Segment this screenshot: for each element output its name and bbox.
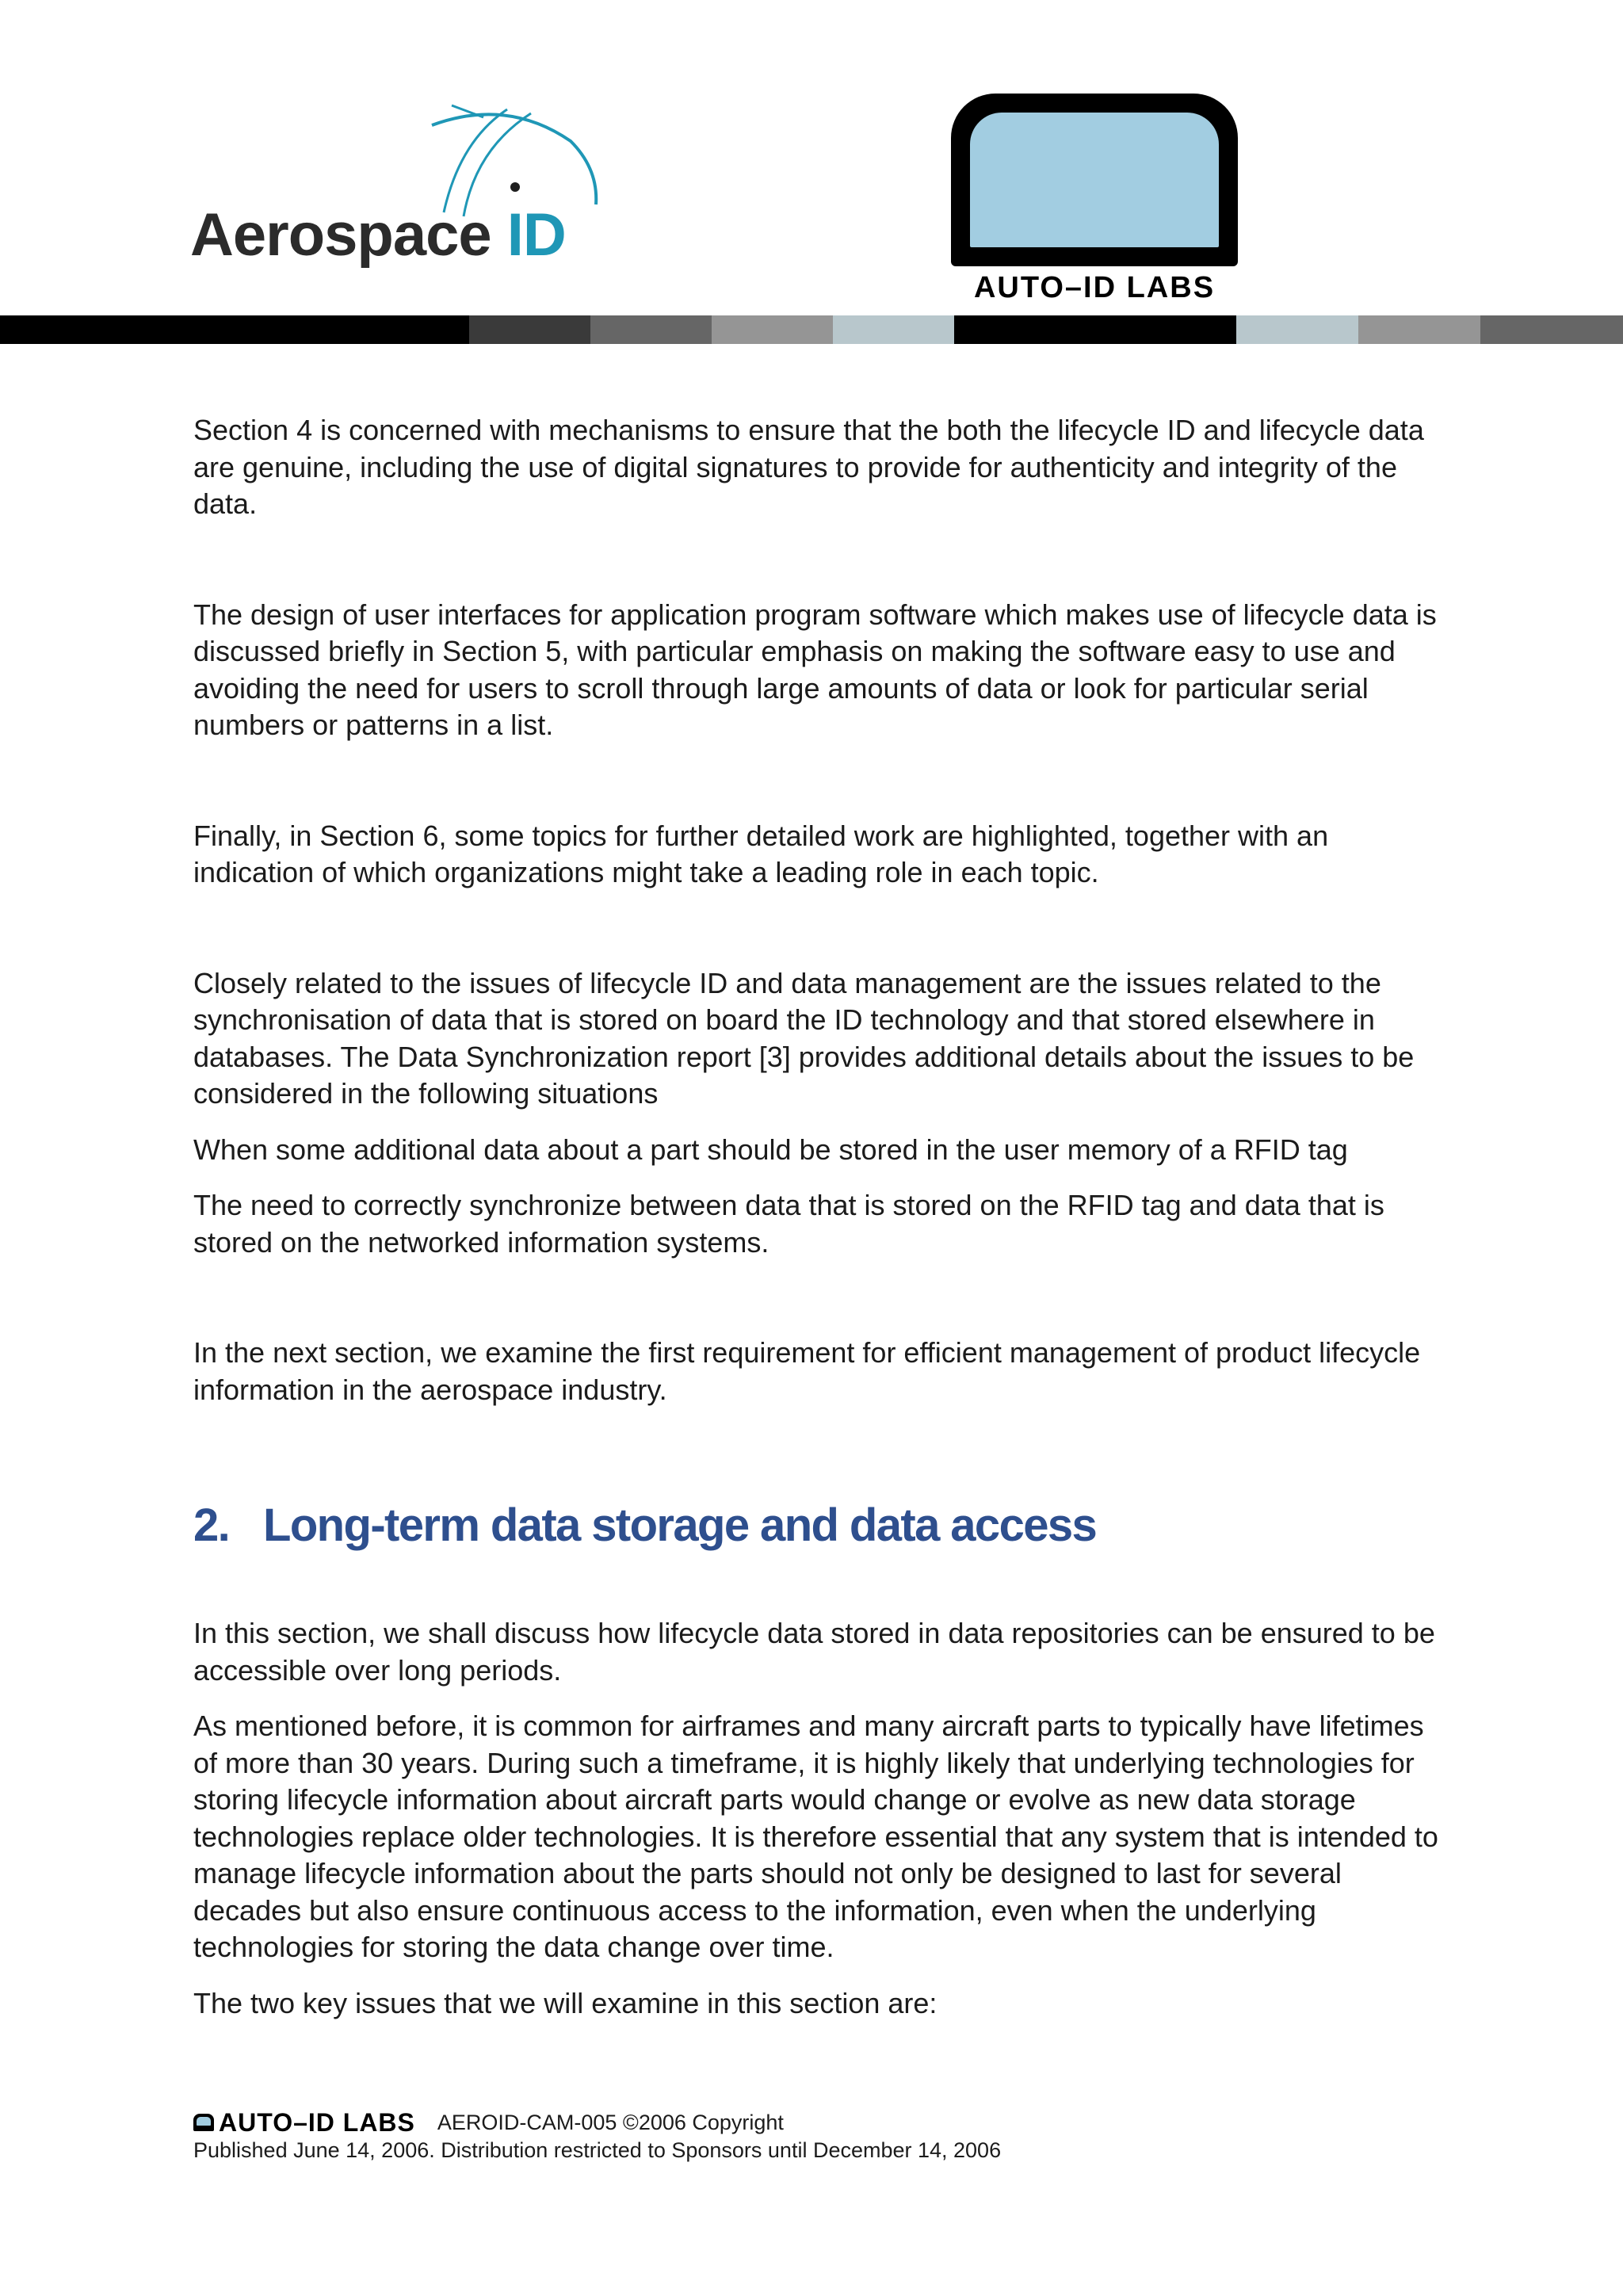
autoid-logo-label: AUTO–ID LABS <box>973 271 1216 304</box>
page-footer <box>193 2108 1461 2164</box>
band-segment <box>590 315 712 344</box>
autoid-monitor-screen <box>970 113 1219 247</box>
document-body <box>193 412 1445 2022</box>
band-segment <box>1358 315 1480 344</box>
section-heading <box>193 1499 1445 1552</box>
band-segment <box>469 315 590 344</box>
paragraph: The two key issues that we will examine in this section are: <box>193 1986 938 2019</box>
paragraph: Section 4 is concerned with mechanisms to ensure that the both the lifecycle ID and lifecycle data are genuine, including the use of digital signatures to provide for authenticity and integrity of the data. <box>193 414 1424 520</box>
autoid-labs-logo <box>951 94 1238 308</box>
footer-brand: AUTO–ID LABS <box>219 2107 415 2137</box>
aerospace-id-word: ID <box>506 201 566 269</box>
paragraph: Finally, in Section 6, some topics for further detailed work are highlighted, together with an indication of which organizations might take a leading role in each topic. <box>193 819 1329 888</box>
section-title: Long-term data storage and data access <box>263 1499 1097 1551</box>
paragraph: Closely related to the issues of lifecycle ID and data management are the issues related to the synchronisation of data that is stored on board the ID technology and that stored elsewhere in databases. The Data Synchronization report [3] provides additional details about the issues to be considered in the following situations <box>193 966 1415 1110</box>
autoid-mini-icon <box>193 2114 214 2131</box>
paragraph: The need to correctly synchronize between data that is stored on the RFID tag and data that is stored on the networked information systems. <box>193 1189 1384 1259</box>
aerospace-wordmark <box>190 201 566 269</box>
paragraph: The design of user interfaces for application program software which makes use of lifecycle data is discussed briefly in Section 5, with particular emphasis on making the software easy to use and avoiding the need for users to scroll through large amounts of data or look for particular serial numbers or patterns in a list. <box>193 598 1437 741</box>
paragraph: In this section, we shall discuss how lifecycle data stored in data repositories can be ensured to be accessible over long periods. <box>193 1617 1435 1687</box>
band-segment <box>954 315 1236 344</box>
band-segment <box>1236 315 1358 344</box>
footer-doc-ref: AEROID-CAM-005 ©2006 Copyright <box>437 2110 784 2134</box>
band-segment <box>833 315 954 344</box>
footer-line-1 <box>193 2108 1461 2137</box>
autoid-monitor-icon <box>951 94 1238 266</box>
section-number: 2. <box>193 1499 230 1551</box>
header-color-band <box>0 315 1623 344</box>
autoid-mini-screen <box>197 2117 211 2126</box>
band-segment <box>0 315 469 344</box>
paragraph: As mentioned before, it is common for airframes and many aircraft parts to typically have lifetimes of more than 30 years. During such a timeframe, it is highly likely that underlying technologies for storing lifecycle information about aircraft parts would change or evolve as new data storage technologies replace older technologies. It is therefore essential that any system that is intended to manage lifecycle information about the parts should not only be designed to last for several decades but also ensure continuous access to the information, even when the underlying technologies for storing the data change over time. <box>193 1710 1438 1963</box>
paragraph: When some additional data about a part should be stored in the user memory of a RFID tag <box>193 1133 1348 1166</box>
aerospace-word: Aerospace <box>190 201 491 269</box>
band-segment <box>1480 315 1623 344</box>
aerospace-id-logo <box>190 94 610 268</box>
paragraph: In the next section, we examine the first requirement for efficient management of product lifecycle information in the aerospace industry. <box>193 1336 1421 1406</box>
band-segment <box>712 315 833 344</box>
footer-published: Published June 14, 2006. Distribution restricted to Sponsors until December 14, 2006 <box>193 2138 1002 2162</box>
